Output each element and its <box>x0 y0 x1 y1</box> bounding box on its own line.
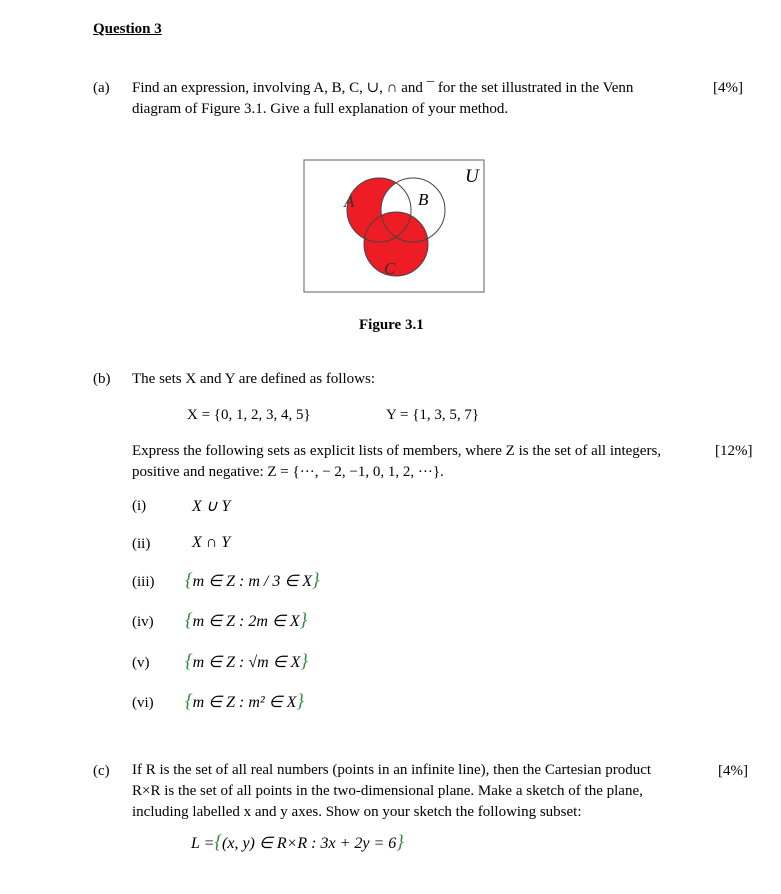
item-expression-wrap: {m ∈ Z : 2m ∈ X} <box>185 610 308 631</box>
subset-prefix: L = <box>191 835 215 852</box>
item-label: (v) <box>132 655 150 671</box>
item-label: (iii) <box>132 574 155 590</box>
item-expression: X ∪ Y <box>192 498 231 515</box>
part-c-marks: [4%] <box>718 763 748 779</box>
part-b-label: (b) <box>93 371 111 387</box>
venn-diagram <box>300 158 486 294</box>
item-expression-wrap: {m ∈ Z : m² ∈ X} <box>185 691 304 712</box>
set-y-definition: Y = {1, 3, 5, 7} <box>386 407 480 423</box>
part-b-intro: The sets X and Y are defined as follows: <box>132 371 375 387</box>
item-expression: m ∈ Z : 2m ∈ X <box>192 613 300 630</box>
item-expression: X ∩ Y <box>192 534 231 551</box>
item-expression: m ∈ Z : m² ∈ X <box>192 694 297 711</box>
part-b-express-line1: Express the following sets as explicit lists of members, where Z is the set of all integers, <box>132 443 662 459</box>
part-c-line2: R×R is the set of all points in the two-dimensional plane. Make a sketch of the plane, <box>132 783 643 799</box>
item-label: (iv) <box>132 614 154 630</box>
set-a-label: A <box>344 192 355 211</box>
part-a-label: (a) <box>93 80 110 96</box>
part-b-marks: [12%] <box>715 443 753 459</box>
item-expression-wrap: {m ∈ Z : √m ∈ X} <box>185 651 308 672</box>
item-label: (vi) <box>132 695 154 711</box>
part-a-marks: [4%] <box>713 80 743 96</box>
question-title: Question 3 <box>93 21 162 37</box>
figure-caption: Figure 3.1 <box>359 317 424 333</box>
subset-body: (x, y) ∈ R×R : 3x + 2y = 6 <box>222 835 397 852</box>
part-b-express-line2: positive and negative: Z = {···, − 2, −1, 0, 1, 2, ···}. <box>132 464 444 480</box>
set-x-definition: X = {0, 1, 2, 3, 4, 5} <box>187 407 311 423</box>
item-label: (ii) <box>132 536 151 552</box>
item-expression: m ∈ Z : √m ∈ X <box>192 654 301 671</box>
item-expression: m ∈ Z : m / 3 ∈ X <box>192 573 313 590</box>
set-c-label: C <box>384 259 396 278</box>
item-label: (i) <box>132 498 147 514</box>
part-c-line3: including labelled x and y axes. Show on your sketch the following subset: <box>132 804 582 820</box>
subset-l-definition: L ={(x, y) ∈ R×R : 3x + 2y = 6} <box>191 832 404 853</box>
part-c-line1: If R is the set of all real numbers (points in an infinite line), then the Cartesian product <box>132 762 652 778</box>
part-a-line1: Find an expression, involving A, B, C, ∪, ∩ and ¯ for the set illustrated in the Venn <box>132 80 634 96</box>
set-b-label: B <box>418 190 429 209</box>
universe-label: U <box>465 166 479 187</box>
part-a-line2: diagram of Figure 3.1. Give a full explanation of your method. <box>132 101 509 117</box>
item-expression-wrap: {m ∈ Z : m / 3 ∈ X} <box>185 570 320 591</box>
part-c-label: (c) <box>93 763 110 779</box>
